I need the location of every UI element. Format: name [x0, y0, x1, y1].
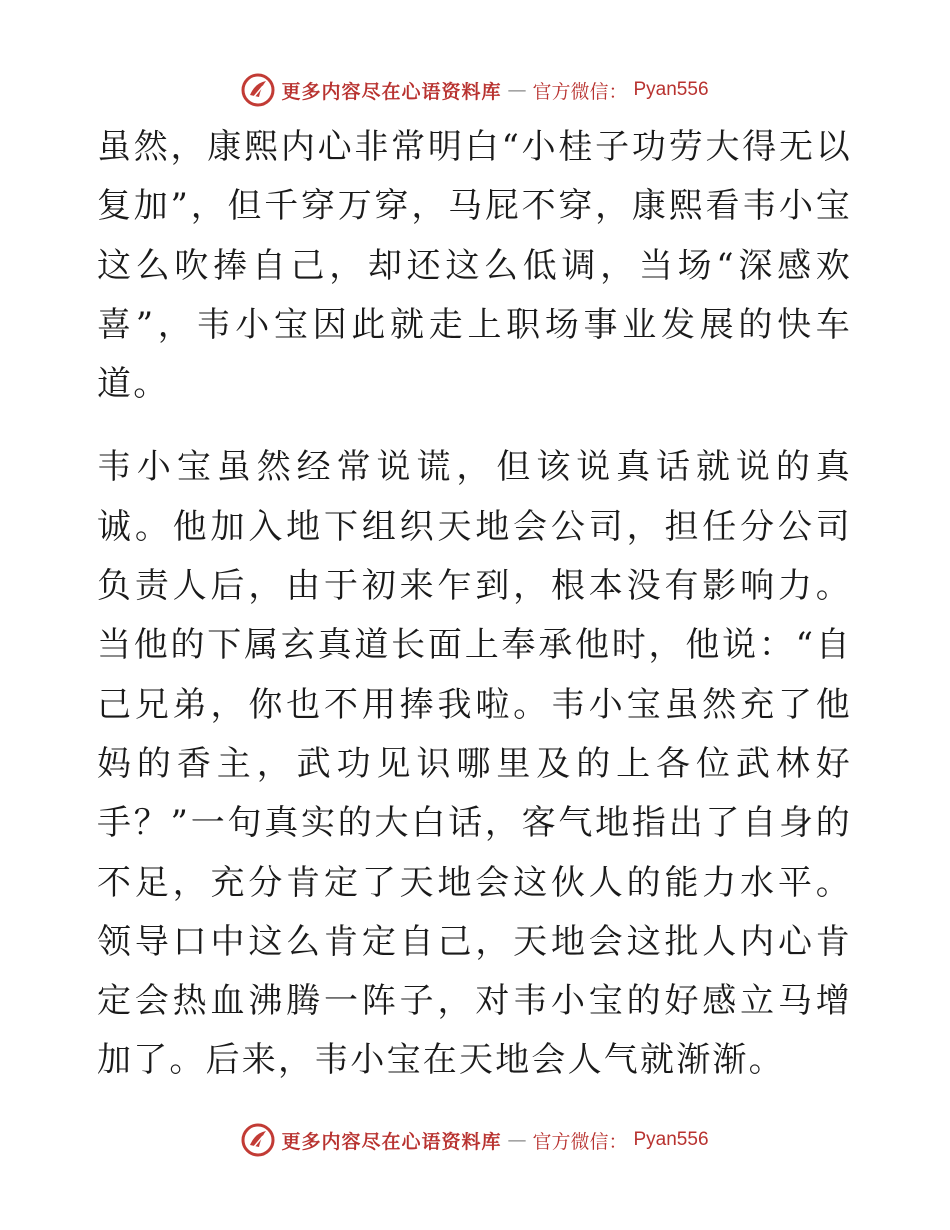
brand-text: 更多内容尽在心语资料库 [281, 1130, 502, 1153]
page-header [0, 70, 950, 110]
wechat-id: Pyan556 [633, 79, 709, 100]
paragraph-2: 韦小宝虽然经常说谎，但该说真话就说的真诚。他加入地下组织天地会公司，担任分公司负责人后，由于初来乍到，根本没有影响力。当他的下属玄真道长面上奉承他时，他说：“自己兄弟，你也不用捧我啦。韦小宝虽然充了他妈的香主，武功见识哪里及的上各位武林好手？”一句真实的大白话，客气地指出了自身的不足，充分肯定了天地会这伙人的能力水平。领导口中这么肯定自己，天地会这批人内心肯定会热血沸腾一阵子，对韦小宝的好感立马增加了。后来，韦小宝在天地会人气就渐渐。 [97, 447, 852, 1081]
wechat-id: Pyan556 [633, 1129, 709, 1150]
wechat-label: 官方微信： [532, 80, 628, 103]
brand-separator: — [507, 1129, 527, 1151]
brand-logo-icon [241, 73, 275, 107]
paragraph-1: 虽然，康熙内心非常明白“小桂子功劳大得无以复加”，但千穿万穿，马屁不穿，康熙看韦小宝这么吹捧自己，却还这么低调，当场“深感欢喜”，韦小宝因此就走上职场事业发展的快车道。 [97, 127, 852, 405]
document-body [97, 118, 852, 1091]
brand-watermark [241, 1123, 708, 1157]
brand-logo-icon [241, 1123, 275, 1157]
wechat-label: 官方微信： [532, 1130, 628, 1153]
brand-separator: — [507, 79, 527, 101]
brand-watermark [241, 73, 708, 107]
page-footer [0, 1120, 950, 1160]
brand-text: 更多内容尽在心语资料库 [281, 80, 502, 103]
